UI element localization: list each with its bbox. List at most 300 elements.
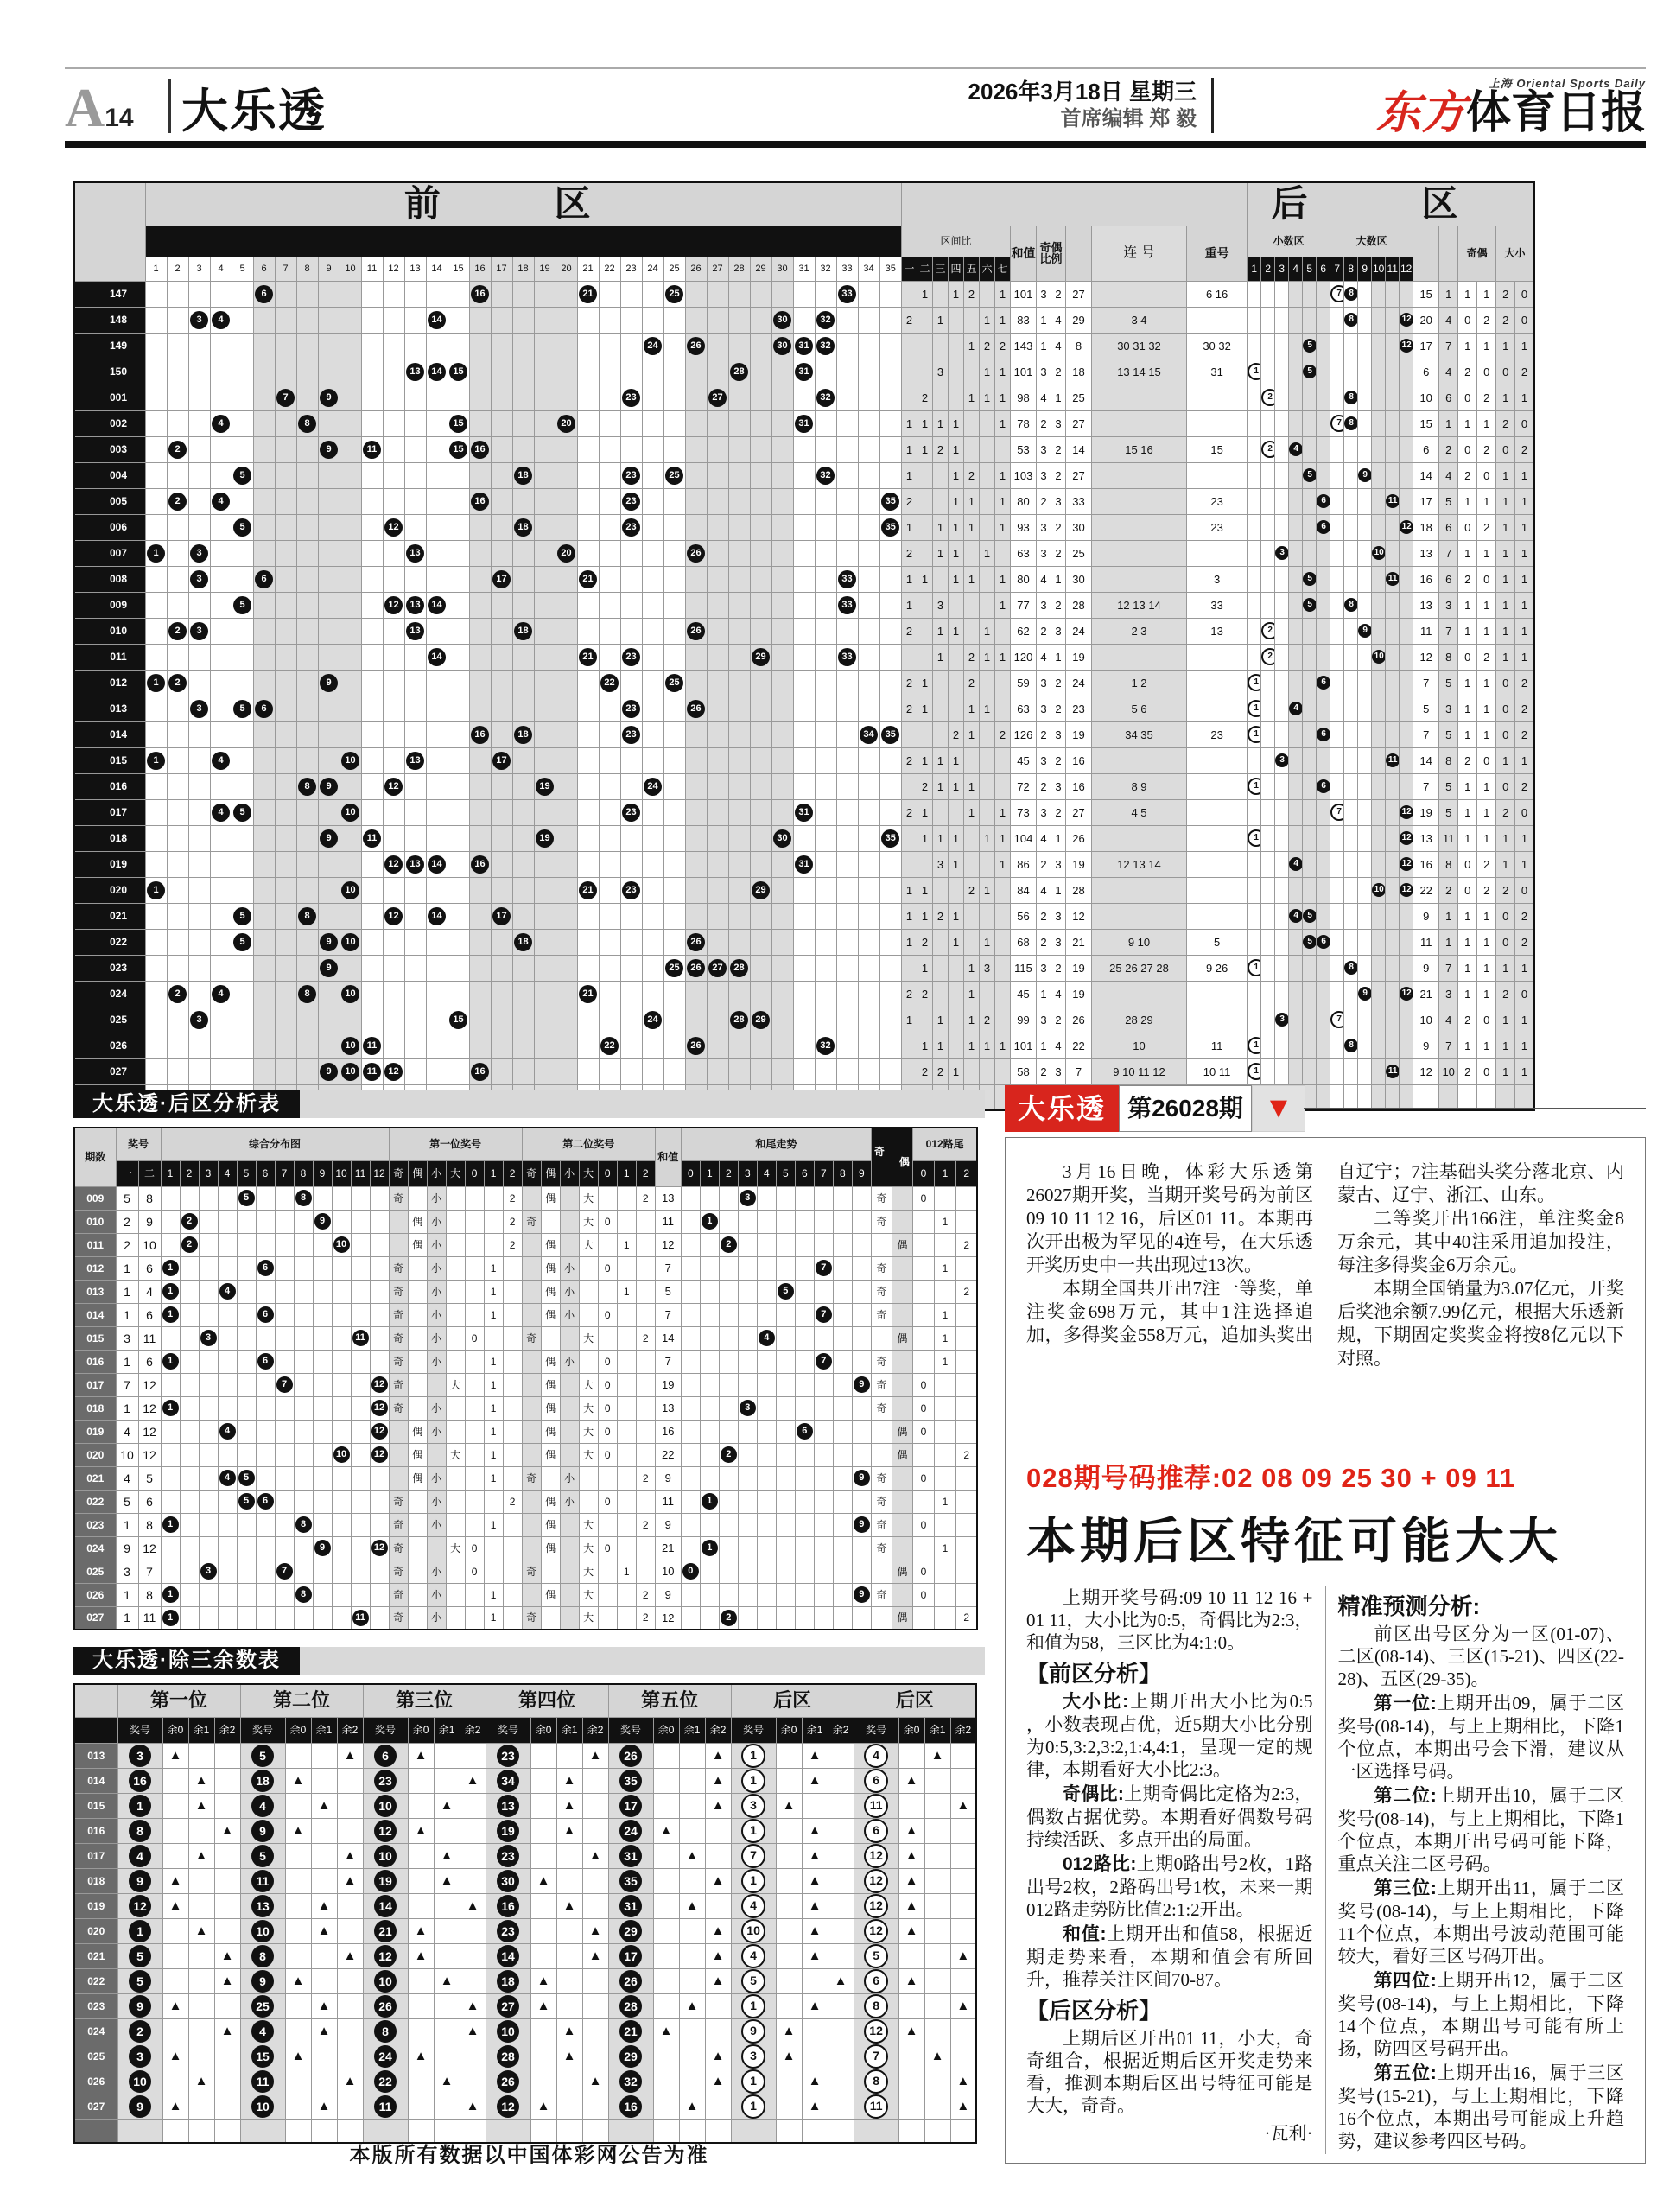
tail-cell [719,1186,738,1210]
even-flag: 偶 [541,1396,560,1420]
hollow-ball: 1 [1248,363,1261,380]
r012-header: 012路尾 [912,1128,977,1160]
remainder-cell [434,1968,460,1993]
back-number-cell [1400,618,1413,644]
tail-cell [700,1373,719,1396]
hollow-ball: 1 [1248,1063,1261,1080]
row-black-strip [74,877,92,903]
odd-flag [522,1583,541,1606]
number-ball: 6 [257,1260,274,1276]
back-sum-cell: 6 [1413,359,1439,385]
number-ball: 5 [233,467,251,485]
front-number-cell [858,514,879,540]
zone-count-cell [949,333,964,359]
dist-cell [256,1490,275,1513]
number-ball: 14 [374,1895,397,1917]
back-even-cell: 2 [1477,644,1496,670]
front-number-cell [512,696,534,721]
odd-flag [522,1303,541,1326]
tail-cell [833,1490,852,1513]
front-number-cell [642,747,663,773]
back-span-cell: 5 [1439,488,1458,514]
back-number-cell [1372,773,1386,799]
front-number-cell [210,566,232,592]
back-number-cell [1317,903,1330,929]
number-ball: 16 [471,855,489,874]
small-flag: 小 [427,1256,446,1280]
big-flag [446,1396,465,1420]
sum-cell: 63 [1011,696,1037,721]
number-ball: 12 [371,1423,388,1440]
front-number-cell [448,359,469,385]
number-ball: 13 [406,544,424,563]
front-number-cell [599,981,620,1007]
number-ball: 1 [162,1516,179,1533]
front-number-cell [728,566,750,592]
front-number-cell [275,514,296,540]
front-number-cell [858,333,879,359]
number-ball: 31 [619,1895,642,1917]
triangle-marker: ▲ [317,1798,331,1813]
dist-cell [351,1606,370,1630]
front-number-cell [188,592,210,618]
front-number-cell [534,851,556,877]
footer-note: 本版所有数据以中国体彩网公告为准 [349,2144,709,2167]
back-big-cell: 0 [1496,773,1515,799]
front-number-cell [771,540,793,566]
prize-sub: 一 [116,1160,138,1186]
front-number-cell [750,877,771,903]
odd-count-cell: 2 [1037,851,1051,877]
zone-count-cell: 1 [995,281,1011,307]
number-ball: 26 [374,1995,397,2018]
remainder-cell [802,2044,828,2069]
tail-cell [738,1466,757,1490]
r012-sub: 0 [912,1160,934,1186]
number-ball: 1 [162,1283,179,1300]
zone-count-cell [995,618,1011,644]
zone-count-cell: 1 [980,1033,995,1058]
number-ball: 1 [147,674,165,692]
number-ball: 6 [257,1353,274,1370]
front-number-cell [167,851,188,877]
remainder-cell [776,2069,802,2094]
zone-sub-label: 五 [964,257,980,281]
period-label: 012 [74,1256,116,1280]
dist-cell [370,1583,389,1606]
remainder-cell [776,1868,802,1893]
front-number-cell [469,462,491,488]
number-ball: 23 [622,881,640,899]
row-black-strip [74,592,92,618]
front-number-cell [404,747,426,773]
remainder-cell [285,2069,311,2094]
front-number-cell [426,670,448,696]
number-ball: 8 [298,778,316,796]
front-number-cell [145,385,167,410]
back-col-label: 3 [1275,257,1289,281]
front-number-cell [275,644,296,670]
number-ball: 15 [449,441,467,459]
front-number-cell [188,618,210,644]
front-number-cell [491,359,512,385]
back-number-cell [1303,1007,1317,1033]
back-number-cell [1289,981,1303,1007]
tail-cell [795,1280,814,1303]
odd-count-cell: 3 [1037,281,1051,307]
dist-cell [351,1396,370,1420]
front-number-cell [383,747,404,773]
zone-count-cell [980,903,995,929]
number-ball: 8 [1344,416,1358,430]
remainder-cell [460,1918,486,1943]
road-flag [617,1466,636,1490]
dist-cell [161,1560,180,1583]
big-flag: 大 [579,1536,598,1560]
triangle-marker: ▲ [588,1848,602,1863]
period-label: 016 [92,773,145,799]
dist-cell [351,1256,370,1280]
sum-odd-flag: 奇 [871,1303,892,1326]
front-number-cell [707,618,728,644]
editor-line: 首席编辑 郑 毅 [1060,107,1197,130]
number-ball: 28 [730,363,748,381]
tail-cell [719,1233,738,1256]
hollow-ball: 8 [864,1994,888,2018]
number-ball: 3 [190,700,208,718]
zone-count-cell [980,721,995,747]
number-ball: 6 [1317,520,1330,534]
triangle-marker: ▲ [343,1873,357,1888]
zone-count-cell: 1 [949,436,964,462]
front-number-cell [642,281,663,307]
remainder-cell [408,2018,434,2044]
front-number-cell [469,333,491,359]
zone-count-cell: 1 [980,696,995,721]
remainder-cell [924,1943,950,1968]
front-number-cell [296,307,318,333]
front-number-cell [296,799,318,825]
back-number-cell [1386,773,1400,799]
front-number-cell [771,747,793,773]
dist-cell [161,1303,180,1326]
sub-header: 余0 [285,1717,311,1743]
pos1-sub: 大 [446,1160,465,1186]
road-flag [636,1396,655,1420]
back-even-cell: 0 [1477,747,1496,773]
remainder-cell [311,1843,337,1868]
consecutive-cell: 3 4 [1092,307,1187,333]
front-number-cell [599,281,620,307]
remainder-cell [311,1793,337,1818]
sum-even-flag: 偶 [892,1443,912,1466]
front-number-cell [599,903,620,929]
dist-cell [161,1466,180,1490]
back-number-cell [1303,747,1317,773]
odd-flag: 奇 [389,1490,408,1513]
front-number-cell [771,566,793,592]
back-even-cell: 1 [1477,592,1496,618]
front-number-cell [836,747,858,773]
front-number-cell [361,851,383,877]
front-number-cell [361,721,383,747]
front-number-cell [318,514,340,540]
prize-cell [731,1768,776,1793]
front-number-cell [642,488,663,514]
period-label: 001 [92,385,145,410]
back-number-cell [1303,1058,1317,1084]
tail-cell [795,1303,814,1326]
road-flag [636,1256,655,1280]
odd-flag: 奇 [389,1606,408,1630]
dist-cell [199,1466,218,1490]
front-number-cell [361,333,383,359]
group-header: 第三位 [363,1684,486,1717]
odd-flag: 奇 [389,1513,408,1536]
front-number-cell [793,333,815,359]
front-number-cell [620,644,642,670]
number-ball: 5 [1303,598,1317,612]
zone-count-cell: 2 [933,436,949,462]
sum-cell: 80 [1011,566,1037,592]
sum-cell: 10 [655,1560,681,1583]
triangle-marker: ▲ [808,1873,822,1888]
front-number-cell [383,436,404,462]
zone-count-cell: 1 [949,1058,964,1084]
triangle-marker: ▲ [440,1873,454,1888]
period-label: 019 [92,851,145,877]
period-label: 008 [92,566,145,592]
remainder-cell [214,1868,240,1893]
hollow-ball: 1 [741,2094,765,2119]
remainder-cell [582,1793,608,1818]
front-number-cell [210,721,232,747]
front-number-cell [534,385,556,410]
tail-cell [776,1350,795,1373]
triangle-marker: ▲ [685,2099,699,2113]
big-flag [446,1466,465,1490]
front-number-cell [253,773,275,799]
front-col-label: 11 [361,257,383,281]
front-number-cell [815,929,836,955]
back-big-cell: 0 [1496,929,1515,955]
front-number-cell [534,359,556,385]
remainder-cell [802,2069,828,2094]
back-number-cell [1248,773,1261,799]
dist-cell [256,1583,275,1606]
number-ball: 12 [371,1540,388,1556]
dist-cell [294,1490,313,1513]
page-no: 14 [105,104,134,132]
tail-road-flag [934,1560,955,1583]
remainder-cell [924,2044,950,2069]
remainder-cell [162,2094,188,2119]
span-cell: 19 [1066,721,1092,747]
hollow-ball: 4 [741,1894,765,1918]
prize-cell [731,1968,776,1993]
number-ball: 5 [233,700,251,718]
road-flag: 1 [617,1233,636,1256]
hollow-ball: 12 [864,2019,888,2044]
front-number-cell [815,721,836,747]
dist-cell [199,1606,218,1630]
front-number-cell [448,1007,469,1033]
mod3-corner [74,1684,117,1717]
back-number-cell [1289,799,1303,825]
back-number-cell [1330,721,1344,747]
front-number-cell [469,566,491,592]
triangle-marker: ▲ [440,1848,454,1863]
number-ball: 28 [730,959,748,977]
tail-road-flag: 0 [912,1186,934,1210]
odd-count-cell: 3 [1037,1007,1051,1033]
front-number-cell [620,618,642,644]
span-cell: 26 [1066,1007,1092,1033]
remainder-cell [679,1793,705,1818]
back-span-cell: 7 [1439,333,1458,359]
remainder-cell [802,1818,828,1843]
back-odd-cell: 0 [1458,514,1477,540]
repeat-cell [1187,644,1248,670]
first-number: 9 [116,1536,138,1560]
even-count-cell: 3 [1051,903,1066,929]
triangle-marker: ▲ [317,1923,331,1938]
front-number-cell [556,566,577,592]
back-number-cell [1372,851,1386,877]
front-number-cell [145,566,167,592]
hollow-ball: 1 [741,1994,765,2018]
front-number-cell [448,799,469,825]
front-number-cell [642,410,663,436]
tail-cell [719,1560,738,1583]
remainder-cell [408,1793,434,1818]
tail-cell [814,1583,833,1606]
zone-count-cell [917,618,933,644]
front-number-cell [793,410,815,436]
front-number-cell [836,1033,858,1058]
number-ball: 13 [497,1795,519,1817]
front-number-cell [707,721,728,747]
front-number-cell [275,566,296,592]
odd-count-cell: 4 [1037,825,1051,851]
prize-cell [854,2018,898,2044]
dist-cell [218,1350,237,1373]
period-label: 148 [92,307,145,333]
front-number-cell [340,799,361,825]
front-number-cell [642,825,663,851]
back-number-cell [1261,903,1275,929]
first-number: 1 [116,1256,138,1280]
prize-cell [854,1793,898,1818]
repeat-cell: 15 [1187,436,1248,462]
triangle-marker: ▲ [562,1798,576,1813]
period-label: 015 [74,1793,117,1818]
front-number-cell [836,333,858,359]
triangle-marker: ▲ [220,1974,234,1988]
back-span-cell: 1 [1439,903,1458,929]
second-number: 8 [138,1583,161,1606]
back-number-cell [1261,618,1275,644]
front-number-cell [253,514,275,540]
second-number: 6 [138,1256,161,1280]
back-number-cell [1261,981,1275,1007]
front-number-cell [599,1058,620,1084]
back-number-cell [1372,825,1386,851]
number-ball: 11 [363,1063,381,1081]
zone-count-cell [995,773,1011,799]
front-number-cell [210,307,232,333]
pos1-header: 第一位奖号 [389,1128,522,1160]
remainder-cell [802,1768,828,1793]
triangle-marker: ▲ [808,1898,822,1913]
row-black-strip [74,488,92,514]
back-number-cell [1386,929,1400,955]
tail-road-flag: 0 [912,1373,934,1396]
back-number-cell [1317,670,1330,696]
odd-flag: 奇 [389,1560,408,1583]
news-paragraph: 本期全国销量为3.07亿元，开奖后奖池余额7.99亿元，根据大乐透新规，下期固定奖奖金将按8亿元以下对照。 [1337,1278,1624,1369]
number-ball: 14 [428,363,446,381]
remainder-cell [950,2094,976,2119]
front-number-cell [620,540,642,566]
zone-count-cell [964,540,980,566]
front-number-cell [685,359,707,385]
front-number-cell [642,540,663,566]
back-sum-cell: 12 [1413,644,1439,670]
front-number-cell [685,1007,707,1033]
front-number-cell [707,929,728,955]
back-number-cell [1303,333,1317,359]
row-black-strip [74,1033,92,1058]
dist-cell [370,1186,389,1210]
front-number-cell [879,1007,902,1033]
back-number-cell [1261,566,1275,592]
front-number-cell [815,825,836,851]
even-flag: 偶 [541,1536,560,1560]
period-label: 027 [74,2094,117,2119]
number-ball: 18 [514,467,532,485]
dist-cell [218,1233,237,1256]
odd-flag [522,1233,541,1256]
front-number-cell [728,385,750,410]
consecutive-cell: 2 3 [1092,618,1187,644]
front-number-cell [383,592,404,618]
back-number-cell [1358,514,1372,540]
period-label: 027 [74,1606,116,1630]
front-number-cell [879,359,902,385]
analysis-paragraph: 和值:上期开出和值58，根据近期走势来看，本期和值会有所回升，推荐关注区间70-87。 [1026,1923,1313,1990]
number-ball: 22 [600,674,619,692]
period-label: 018 [92,825,145,851]
back-small-cell: 1 [1515,333,1534,359]
front-number-cell [771,981,793,1007]
front-number-cell [253,851,275,877]
remainder-cell [582,1818,608,1843]
number-ball: 2 [721,1446,737,1463]
prize-cell [854,1893,898,1918]
small-flag: 小 [560,1466,579,1490]
big-flag: 大 [579,1443,598,1466]
front-number-cell [188,981,210,1007]
front-number-cell [556,696,577,721]
front-number-cell [275,618,296,644]
front-number-cell [771,670,793,696]
back-number-cell [1275,410,1289,436]
number-ball: 4 [129,1845,151,1867]
sub-header: 余1 [188,1717,214,1743]
number-ball: 8 [1344,1039,1358,1052]
remainder-cell [214,1968,240,1993]
